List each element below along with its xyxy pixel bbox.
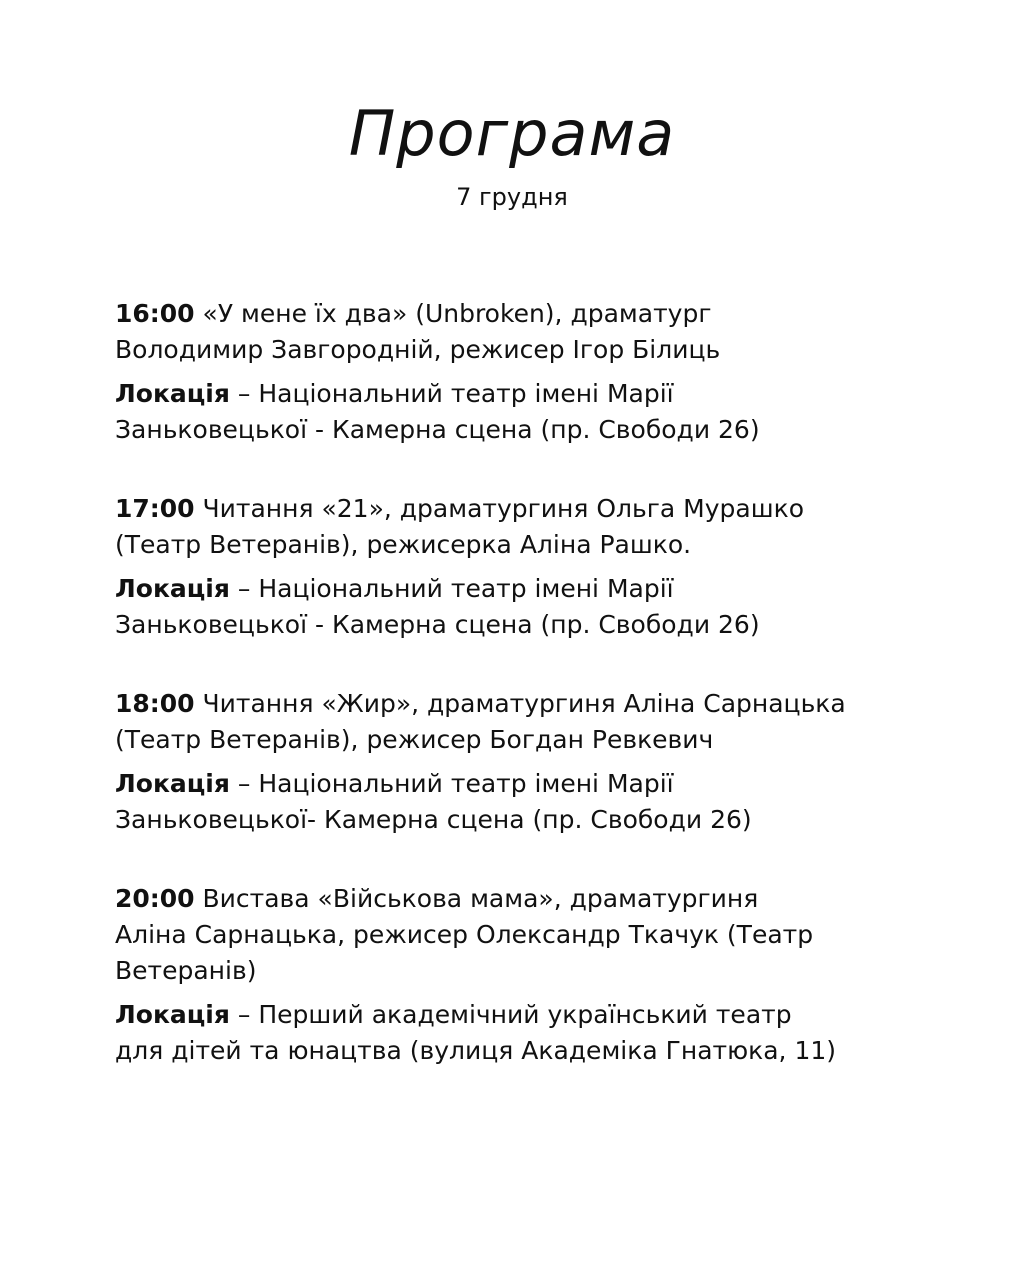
event-time: 16:00 — [115, 299, 195, 328]
location-line: – Національний театр імені Марії — [237, 574, 674, 603]
event-time: 20:00 — [115, 884, 195, 913]
event-description — [115, 881, 915, 989]
event-desc-line: Аліна Сарнацька, режисер Олександр Ткачук (Театр — [115, 920, 814, 949]
location-line: – Національний театр імені Марії — [237, 379, 674, 408]
events-list — [115, 296, 915, 1112]
event-location — [115, 997, 915, 1069]
event-desc-line: «У мене їх два» (Unbroken), драматург — [202, 299, 712, 328]
event-desc-line: Володимир Завгородній, режисер Ігор Білиць — [115, 335, 721, 364]
event-time: 17:00 — [115, 494, 195, 523]
location-label: Локація — [115, 379, 230, 408]
event-location — [115, 766, 915, 838]
event-description — [115, 296, 915, 368]
event-desc-line: Читання «21», драматургиня Ольга Мурашко — [202, 494, 804, 523]
event-desc-line: Вистава «Військова мама», драматургиня — [202, 884, 759, 913]
event-item — [115, 881, 915, 1069]
event-location — [115, 376, 915, 448]
location-line: Заньковецької - Камерна сцена (пр. Свободи 26) — [115, 415, 760, 444]
event-time: 18:00 — [115, 689, 195, 718]
event-description — [115, 491, 915, 563]
location-label: Локація — [115, 574, 230, 603]
location-line: Заньковецької - Камерна сцена (пр. Свободи 26) — [115, 610, 760, 639]
location-label: Локація — [115, 1000, 230, 1029]
event-desc-line: Ветеранів) — [115, 956, 257, 985]
event-item — [115, 491, 915, 643]
event-desc-line: (Театр Ветеранів), режисер Богдан Ревкевич — [115, 725, 714, 754]
location-line: Заньковецької- Камерна сцена (пр. Свободи 26) — [115, 805, 752, 834]
event-desc-line: (Театр Ветеранів), режисерка Аліна Рашко. — [115, 530, 692, 559]
location-label: Локація — [115, 769, 230, 798]
event-item — [115, 686, 915, 838]
event-description — [115, 686, 915, 758]
event-item — [115, 296, 915, 448]
location-line: для дітей та юнацтва (вулиця Академіка Гнатюка, 11) — [115, 1036, 837, 1065]
event-location — [115, 571, 915, 643]
page-title: Програма — [348, 97, 676, 170]
event-desc-line: Читання «Жир», драматургиня Аліна Сарнацька — [202, 689, 846, 718]
program-date: 7 грудня — [456, 183, 568, 211]
location-line: – Перший академічний український театр — [237, 1000, 792, 1029]
location-line: – Національний театр імені Марії — [237, 769, 674, 798]
